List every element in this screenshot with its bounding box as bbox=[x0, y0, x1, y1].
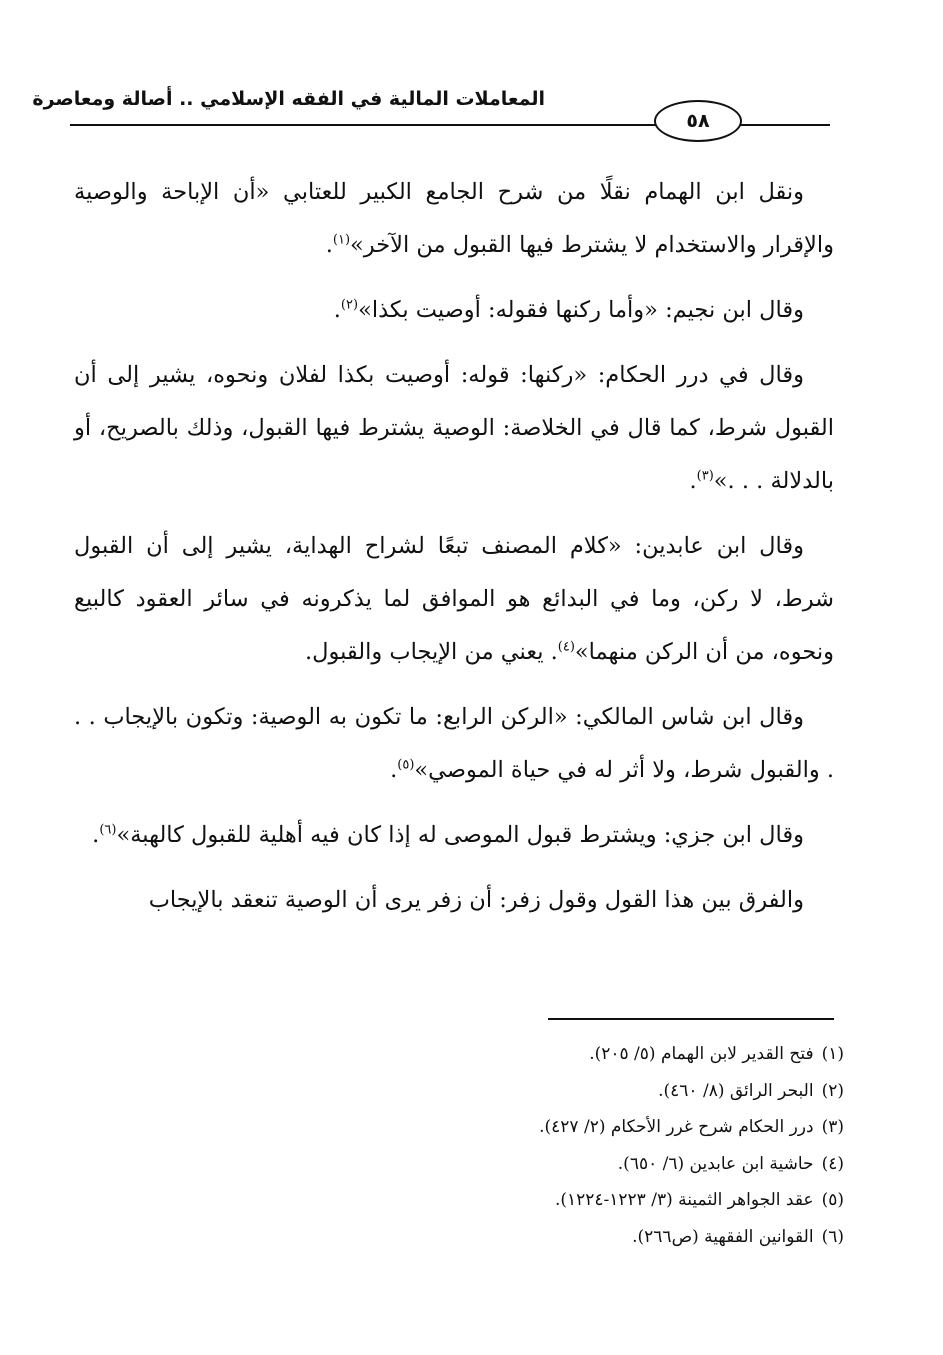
paragraph bbox=[74, 874, 834, 927]
paragraph-text: ونقل ابن الهمام نقلًا من شرح الجامع الكبير للعتابي «أن الإباحة والوصية والإقرار والاستخدام لا يشترط فيها القبول من الآخر» bbox=[74, 179, 834, 258]
paragraph-text: والفرق بين هذا القول وقول زفر: أن زفر يرى أن الوصية تنعقد بالإيجاب bbox=[148, 887, 804, 913]
running-header bbox=[32, 88, 830, 132]
footnote-separator bbox=[548, 1018, 834, 1020]
paragraph-text: وقال في درر الحكام: «ركنها: قوله: أوصيت بكذا لفلان ونحوه، يشير إلى أن القبول شرط، كما قال في الخلاصة: الوصية يشترط فيها القبول، وذلك بالصريح، أو بالدلالة . . .» bbox=[74, 362, 834, 494]
footnote bbox=[330, 1146, 844, 1183]
book-title: المعاملات المالية في الفقه الإسلامي .. أصالة ومعاصرة bbox=[32, 88, 545, 110]
footnote-text: عقد الجواهر الثمينة (٣/ ١٢٢٣-١٢٢٤). bbox=[554, 1190, 814, 1210]
footnote bbox=[330, 1073, 844, 1110]
paragraph-text: وقال ابن جزي: ويشترط قبول الموصى له إذا كان فيه أهلية للقبول كالهبة» bbox=[116, 822, 804, 848]
footnote bbox=[330, 1036, 844, 1073]
footnote-text: القوانين الفقهية (ص٢٦٦). bbox=[632, 1226, 814, 1247]
footnote-ref: (١) bbox=[332, 232, 351, 248]
paragraph bbox=[74, 809, 834, 862]
footnote bbox=[330, 1219, 844, 1256]
paragraph-text: وقال ابن نجيم: «وأما ركنها فقوله: أوصيت بكذا» bbox=[358, 297, 804, 323]
paragraph-tail: . bbox=[92, 822, 100, 848]
footnote-number: (٢) bbox=[821, 1080, 844, 1101]
paragraph-text: وقال ابن عابدين: «كلام المصنف تبعًا لشراح الهداية، يشير إلى أن القبول شرط، لا ركن، وما في البدائع هو الموافق لما يذكرونه في سائر العقود كالبيع ونحوه، من أن الركن منهما» bbox=[74, 533, 834, 665]
footnote-number: (٣) bbox=[821, 1117, 844, 1137]
paragraph-text: وقال ابن شاس المالكي: «الركن الرابع: ما تكون به الوصية: وتكون بالإيجاب . . . والقبول شرط، ولا أثر له في حياة الموصي» bbox=[74, 704, 834, 783]
paragraph-tail: . bbox=[689, 468, 697, 494]
footnote-ref: (٢) bbox=[340, 297, 359, 313]
paragraph-tail: . bbox=[333, 297, 341, 323]
footnote-text: فتح القدير لابن الهمام (٥/ ٢٠٥). bbox=[589, 1044, 814, 1064]
page-number-badge bbox=[654, 100, 742, 142]
paragraph bbox=[74, 284, 834, 337]
footnote-number: (٥) bbox=[821, 1190, 844, 1210]
paragraph-tail: . bbox=[390, 757, 398, 783]
footnote-ref: (٥) bbox=[397, 757, 415, 773]
paragraph bbox=[74, 691, 834, 797]
paragraph-tail: . يعني من الإيجاب والقبول. bbox=[304, 639, 558, 665]
footnote-number: (٤) bbox=[821, 1153, 844, 1174]
paragraph bbox=[74, 349, 834, 508]
footnote-text: البحر الرائق (٨/ ٤٦٠). bbox=[658, 1080, 814, 1101]
footnote-text: درر الحكام شرح غرر الأحكام (٢/ ٤٢٧). bbox=[539, 1117, 814, 1137]
footnote-ref: (٤) bbox=[557, 639, 575, 655]
footnote-number: (١) bbox=[821, 1044, 844, 1064]
paragraph bbox=[74, 520, 834, 679]
footnote-ref: (٣) bbox=[696, 468, 714, 484]
paragraph bbox=[74, 166, 834, 272]
footnote-ref: (٦) bbox=[99, 822, 117, 838]
page-number: ٥٨ bbox=[686, 110, 710, 132]
main-text bbox=[74, 166, 834, 939]
footnote bbox=[330, 1182, 844, 1219]
footnote-text: حاشية ابن عابدين (٦/ ٦٥٠). bbox=[617, 1153, 814, 1174]
paragraph-tail: . bbox=[325, 232, 333, 258]
footnotes bbox=[330, 1036, 844, 1255]
footnote bbox=[330, 1109, 844, 1146]
footnote-number: (٦) bbox=[821, 1226, 844, 1247]
